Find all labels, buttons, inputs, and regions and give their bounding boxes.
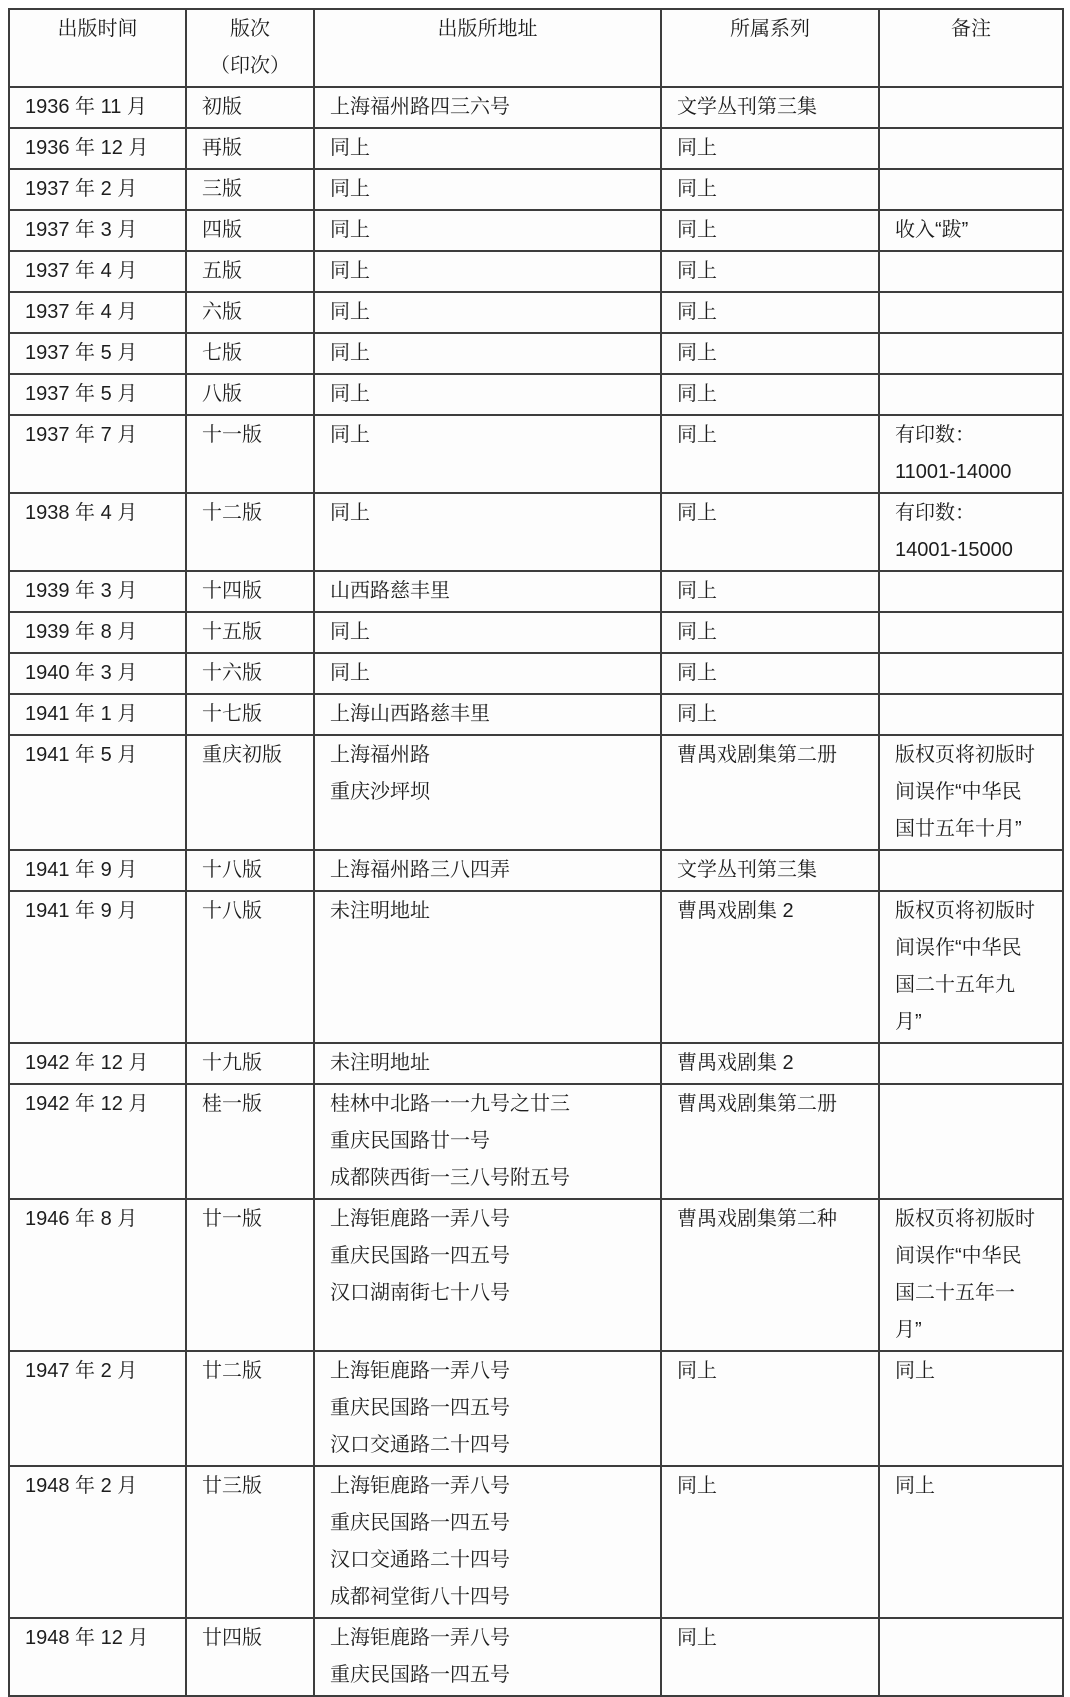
cell-line: 同上 bbox=[330, 137, 370, 159]
cell-series bbox=[661, 735, 879, 850]
cell-line: 桂林中北路一一九号之廿三 bbox=[330, 1093, 570, 1115]
cell-line: 1941 年 9 月 bbox=[25, 900, 138, 922]
cell-line: 三版 bbox=[202, 178, 242, 200]
column-header-edition bbox=[186, 9, 314, 87]
cell-address bbox=[314, 493, 661, 571]
cell-line: 重庆民国路廿一号 bbox=[330, 1130, 490, 1152]
cell-line: 十一版 bbox=[202, 424, 262, 446]
cell-line: 重庆初版 bbox=[202, 744, 282, 766]
cell-line: 1937 年 2 月 bbox=[25, 178, 138, 200]
cell-line: 1941 年 5 月 bbox=[25, 744, 138, 766]
cell-notes bbox=[879, 292, 1063, 333]
table-row bbox=[9, 735, 1063, 850]
cell-address bbox=[314, 1618, 661, 1696]
table-row bbox=[9, 1351, 1063, 1466]
cell-line: 桂一版 bbox=[202, 1093, 262, 1115]
cell-line: 国二十五年一 bbox=[895, 1282, 1015, 1304]
cell-line: 上海福州路四三六号 bbox=[330, 96, 510, 118]
cell-address bbox=[314, 87, 661, 128]
cell-time bbox=[9, 653, 186, 694]
column-header-label: 备注 bbox=[951, 18, 991, 40]
cell-line: 十七版 bbox=[202, 703, 262, 725]
cell-address bbox=[314, 1351, 661, 1466]
cell-edition bbox=[186, 251, 314, 292]
cell-line: 廿四版 bbox=[202, 1627, 262, 1649]
cell-notes bbox=[879, 653, 1063, 694]
cell-time bbox=[9, 1351, 186, 1466]
cell-line: 上海福州路 bbox=[330, 744, 430, 766]
cell-notes bbox=[879, 374, 1063, 415]
cell-line: 同上 bbox=[677, 383, 717, 405]
cell-notes bbox=[879, 333, 1063, 374]
cell-edition bbox=[186, 1084, 314, 1199]
cell-line: 同上 bbox=[895, 1360, 935, 1382]
cell-line: 曹禺戏剧集 2 bbox=[677, 900, 794, 922]
cell-line: 间误作“中华民 bbox=[895, 937, 1022, 959]
cell-line: 同上 bbox=[677, 502, 717, 524]
cell-line: 同上 bbox=[330, 502, 370, 524]
column-header-address bbox=[314, 9, 661, 87]
cell-line: 同上 bbox=[677, 219, 717, 241]
cell-edition bbox=[186, 169, 314, 210]
table-row bbox=[9, 1466, 1063, 1618]
cell-time bbox=[9, 694, 186, 735]
cell-line: 1941 年 1 月 bbox=[25, 703, 138, 725]
column-header-time bbox=[9, 9, 186, 87]
cell-edition bbox=[186, 612, 314, 653]
cell-notes bbox=[879, 694, 1063, 735]
cell-edition bbox=[186, 210, 314, 251]
header-row bbox=[9, 9, 1063, 87]
cell-time bbox=[9, 1084, 186, 1199]
cell-line: 未注明地址 bbox=[330, 900, 430, 922]
cell-series bbox=[661, 571, 879, 612]
cell-series bbox=[661, 653, 879, 694]
cell-line: 同上 bbox=[677, 137, 717, 159]
cell-line: 十二版 bbox=[202, 502, 262, 524]
cell-line: 1939 年 3 月 bbox=[25, 580, 138, 602]
cell-series bbox=[661, 415, 879, 493]
table-row bbox=[9, 292, 1063, 333]
table-row bbox=[9, 87, 1063, 128]
cell-time bbox=[9, 87, 186, 128]
table-row bbox=[9, 415, 1063, 493]
cell-line: 同上 bbox=[895, 1475, 935, 1497]
cell-line: 廿三版 bbox=[202, 1475, 262, 1497]
cell-time bbox=[9, 333, 186, 374]
cell-series bbox=[661, 1084, 879, 1199]
cell-line: 月” bbox=[895, 1011, 922, 1033]
cell-series bbox=[661, 87, 879, 128]
cell-line: 1947 年 2 月 bbox=[25, 1360, 138, 1382]
cell-line: 版权页将初版时 bbox=[895, 1208, 1035, 1230]
cell-line: 同上 bbox=[677, 424, 717, 446]
cell-line: 十六版 bbox=[202, 662, 262, 684]
cell-line: 1948 年 12 月 bbox=[25, 1627, 149, 1649]
cell-line: 再版 bbox=[202, 137, 242, 159]
table-row bbox=[9, 374, 1063, 415]
column-header-notes bbox=[879, 9, 1063, 87]
cell-address bbox=[314, 292, 661, 333]
cell-line: 11001-14000 bbox=[895, 461, 1012, 483]
cell-line: 同上 bbox=[677, 703, 717, 725]
cell-line: 七版 bbox=[202, 342, 242, 364]
cell-edition bbox=[186, 735, 314, 850]
cell-notes bbox=[879, 1351, 1063, 1466]
cell-address bbox=[314, 251, 661, 292]
cell-line: 十四版 bbox=[202, 580, 262, 602]
cell-line: 同上 bbox=[677, 662, 717, 684]
cell-line: 上海福州路三八四弄 bbox=[330, 859, 510, 881]
column-header-series bbox=[661, 9, 879, 87]
cell-address bbox=[314, 1466, 661, 1618]
cell-line: 上海钜鹿路一弄八号 bbox=[330, 1360, 510, 1382]
table-body bbox=[9, 87, 1063, 1696]
cell-edition bbox=[186, 1199, 314, 1351]
cell-line: 同上 bbox=[677, 260, 717, 282]
cell-series bbox=[661, 891, 879, 1043]
table-row bbox=[9, 1618, 1063, 1696]
cell-notes bbox=[879, 735, 1063, 850]
cell-notes bbox=[879, 1084, 1063, 1199]
cell-line: 同上 bbox=[677, 621, 717, 643]
cell-line: 同上 bbox=[330, 621, 370, 643]
cell-address bbox=[314, 128, 661, 169]
cell-line: 1940 年 3 月 bbox=[25, 662, 138, 684]
cell-line: 十八版 bbox=[202, 900, 262, 922]
cell-line: 月” bbox=[895, 1319, 922, 1341]
cell-line: 1936 年 12 月 bbox=[25, 137, 149, 159]
cell-line: 汉口交通路二十四号 bbox=[330, 1434, 510, 1456]
cell-series bbox=[661, 333, 879, 374]
cell-line: 上海钜鹿路一弄八号 bbox=[330, 1627, 510, 1649]
cell-time bbox=[9, 1199, 186, 1351]
cell-line: 曹禺戏剧集 2 bbox=[677, 1052, 794, 1074]
cell-line: 1937 年 5 月 bbox=[25, 383, 138, 405]
cell-line: 四版 bbox=[202, 219, 242, 241]
cell-line: 重庆民国路一四五号 bbox=[330, 1664, 510, 1686]
cell-line: 文学丛刊第三集 bbox=[677, 96, 817, 118]
cell-line: 重庆民国路一四五号 bbox=[330, 1245, 510, 1267]
cell-line: 有印数： bbox=[895, 424, 975, 446]
table-row bbox=[9, 571, 1063, 612]
cell-line: 同上 bbox=[330, 219, 370, 241]
cell-edition bbox=[186, 493, 314, 571]
column-header-label: 出版时间 bbox=[57, 18, 138, 40]
cell-edition bbox=[186, 891, 314, 1043]
cell-line: 有印数： bbox=[895, 502, 975, 524]
cell-edition bbox=[186, 694, 314, 735]
cell-series bbox=[661, 128, 879, 169]
cell-address bbox=[314, 1043, 661, 1084]
cell-notes bbox=[879, 210, 1063, 251]
table-row bbox=[9, 1084, 1063, 1199]
cell-series bbox=[661, 1043, 879, 1084]
cell-address bbox=[314, 210, 661, 251]
cell-edition bbox=[186, 1351, 314, 1466]
cell-address bbox=[314, 653, 661, 694]
cell-line: 1941 年 9 月 bbox=[25, 859, 138, 881]
cell-line: 山西路慈丰里 bbox=[330, 580, 450, 602]
cell-time bbox=[9, 1618, 186, 1696]
cell-notes bbox=[879, 850, 1063, 891]
table-row bbox=[9, 653, 1063, 694]
cell-series bbox=[661, 210, 879, 251]
cell-time bbox=[9, 415, 186, 493]
cell-address bbox=[314, 612, 661, 653]
cell-notes bbox=[879, 415, 1063, 493]
cell-edition bbox=[186, 1466, 314, 1618]
cell-line: 曹禺戏剧集第二册 bbox=[677, 744, 837, 766]
cell-time bbox=[9, 493, 186, 571]
cell-address bbox=[314, 571, 661, 612]
cell-edition bbox=[186, 1618, 314, 1696]
cell-line: 重庆沙坪坝 bbox=[330, 781, 430, 803]
cell-series bbox=[661, 169, 879, 210]
cell-line: 同上 bbox=[677, 1627, 717, 1649]
publication-history-table bbox=[8, 8, 1064, 1697]
cell-line: 汉口交通路二十四号 bbox=[330, 1549, 510, 1571]
cell-series bbox=[661, 493, 879, 571]
cell-line: 未注明地址 bbox=[330, 1052, 430, 1074]
cell-line: 重庆民国路一四五号 bbox=[330, 1512, 510, 1534]
cell-line: 1942 年 12 月 bbox=[25, 1052, 149, 1074]
cell-line: 同上 bbox=[330, 178, 370, 200]
cell-edition bbox=[186, 128, 314, 169]
cell-series bbox=[661, 694, 879, 735]
cell-line: 1937 年 3 月 bbox=[25, 219, 138, 241]
cell-line: 十八版 bbox=[202, 859, 262, 881]
cell-time bbox=[9, 571, 186, 612]
cell-time bbox=[9, 735, 186, 850]
cell-line: 间误作“中华民 bbox=[895, 781, 1022, 803]
table-row bbox=[9, 612, 1063, 653]
cell-notes bbox=[879, 1199, 1063, 1351]
table-row bbox=[9, 493, 1063, 571]
cell-edition bbox=[186, 415, 314, 493]
cell-line: 1946 年 8 月 bbox=[25, 1208, 138, 1230]
cell-edition bbox=[186, 571, 314, 612]
cell-line: 重庆民国路一四五号 bbox=[330, 1397, 510, 1419]
cell-edition bbox=[186, 653, 314, 694]
cell-series bbox=[661, 1199, 879, 1351]
cell-line: 1939 年 8 月 bbox=[25, 621, 138, 643]
column-header-label: （印次） bbox=[210, 55, 290, 77]
cell-series bbox=[661, 292, 879, 333]
cell-line: 廿二版 bbox=[202, 1360, 262, 1382]
cell-line: 1938 年 4 月 bbox=[25, 502, 138, 524]
cell-line: 同上 bbox=[677, 342, 717, 364]
cell-edition bbox=[186, 333, 314, 374]
cell-time bbox=[9, 850, 186, 891]
cell-edition bbox=[186, 374, 314, 415]
cell-edition bbox=[186, 1043, 314, 1084]
cell-line: 14001-15000 bbox=[895, 539, 1013, 561]
cell-series bbox=[661, 850, 879, 891]
cell-line: 同上 bbox=[677, 580, 717, 602]
cell-edition bbox=[186, 87, 314, 128]
cell-series bbox=[661, 1351, 879, 1466]
cell-notes bbox=[879, 1618, 1063, 1696]
cell-line: 间误作“中华民 bbox=[895, 1245, 1022, 1267]
cell-line: 1937 年 4 月 bbox=[25, 301, 138, 323]
cell-series bbox=[661, 1466, 879, 1618]
cell-line: 八版 bbox=[202, 383, 242, 405]
cell-line: 上海钜鹿路一弄八号 bbox=[330, 1208, 510, 1230]
cell-line: 曹禺戏剧集第二种 bbox=[677, 1208, 837, 1230]
cell-series bbox=[661, 251, 879, 292]
cell-line: 同上 bbox=[330, 424, 370, 446]
table-row bbox=[9, 210, 1063, 251]
table-row bbox=[9, 333, 1063, 374]
column-header-label: 出版所地址 bbox=[437, 18, 538, 40]
cell-notes bbox=[879, 1466, 1063, 1618]
cell-line: 同上 bbox=[677, 1360, 717, 1382]
cell-line: 同上 bbox=[330, 383, 370, 405]
cell-line: 同上 bbox=[677, 178, 717, 200]
cell-line: 汉口湖南街七十八号 bbox=[330, 1282, 510, 1304]
cell-line: 国二十五年九 bbox=[895, 974, 1015, 996]
cell-time bbox=[9, 374, 186, 415]
cell-time bbox=[9, 251, 186, 292]
cell-line: 1936 年 11 月 bbox=[25, 96, 147, 118]
cell-line: 1937 年 4 月 bbox=[25, 260, 138, 282]
cell-time bbox=[9, 1043, 186, 1084]
cell-notes bbox=[879, 169, 1063, 210]
table-row bbox=[9, 694, 1063, 735]
cell-notes bbox=[879, 571, 1063, 612]
cell-line: 同上 bbox=[677, 1475, 717, 1497]
cell-time bbox=[9, 169, 186, 210]
cell-line: 同上 bbox=[330, 342, 370, 364]
cell-line: 五版 bbox=[202, 260, 242, 282]
cell-address bbox=[314, 891, 661, 1043]
cell-time bbox=[9, 128, 186, 169]
cell-line: 成都陕西街一三八号附五号 bbox=[330, 1167, 570, 1189]
cell-address bbox=[314, 1084, 661, 1199]
cell-edition bbox=[186, 850, 314, 891]
cell-address bbox=[314, 374, 661, 415]
cell-line: 1948 年 2 月 bbox=[25, 1475, 138, 1497]
cell-time bbox=[9, 612, 186, 653]
cell-line: 十五版 bbox=[202, 621, 262, 643]
cell-address bbox=[314, 694, 661, 735]
cell-notes bbox=[879, 891, 1063, 1043]
table-row bbox=[9, 251, 1063, 292]
cell-line: 上海山西路慈丰里 bbox=[330, 703, 490, 725]
cell-line: 同上 bbox=[677, 301, 717, 323]
cell-series bbox=[661, 1618, 879, 1696]
cell-line: 十九版 bbox=[202, 1052, 262, 1074]
table-row bbox=[9, 128, 1063, 169]
cell-address bbox=[314, 850, 661, 891]
cell-time bbox=[9, 292, 186, 333]
column-header-label: 所属系列 bbox=[730, 18, 810, 40]
table-header bbox=[9, 9, 1063, 87]
cell-line: 版权页将初版时 bbox=[895, 900, 1035, 922]
cell-line: 成都祠堂街八十四号 bbox=[330, 1586, 510, 1608]
cell-series bbox=[661, 374, 879, 415]
cell-address bbox=[314, 735, 661, 850]
cell-line: 1942 年 12 月 bbox=[25, 1093, 149, 1115]
cell-address bbox=[314, 415, 661, 493]
cell-line: 国廿五年十月” bbox=[895, 818, 1022, 840]
table-row bbox=[9, 891, 1063, 1043]
cell-notes bbox=[879, 493, 1063, 571]
cell-line: 上海钜鹿路一弄八号 bbox=[330, 1475, 510, 1497]
cell-line: 同上 bbox=[330, 260, 370, 282]
cell-line: 廿一版 bbox=[202, 1208, 262, 1230]
cell-line: 曹禺戏剧集第二册 bbox=[677, 1093, 837, 1115]
cell-address bbox=[314, 169, 661, 210]
cell-notes bbox=[879, 612, 1063, 653]
column-header-label: 版次 bbox=[230, 18, 270, 40]
cell-edition bbox=[186, 292, 314, 333]
table-row bbox=[9, 850, 1063, 891]
cell-notes bbox=[879, 1043, 1063, 1084]
cell-line: 文学丛刊第三集 bbox=[677, 859, 817, 881]
cell-address bbox=[314, 333, 661, 374]
cell-line: 同上 bbox=[330, 662, 370, 684]
cell-line: 1937 年 7 月 bbox=[25, 424, 138, 446]
cell-notes bbox=[879, 251, 1063, 292]
cell-line: 版权页将初版时 bbox=[895, 744, 1035, 766]
cell-time bbox=[9, 210, 186, 251]
cell-time bbox=[9, 1466, 186, 1618]
cell-line: 1937 年 5 月 bbox=[25, 342, 138, 364]
cell-line: 初版 bbox=[202, 96, 242, 118]
cell-line: 同上 bbox=[330, 301, 370, 323]
cell-notes bbox=[879, 128, 1063, 169]
table-row bbox=[9, 1199, 1063, 1351]
cell-time bbox=[9, 891, 186, 1043]
cell-line: 收入“跋” bbox=[895, 219, 969, 241]
cell-series bbox=[661, 612, 879, 653]
cell-line: 六版 bbox=[202, 301, 242, 323]
cell-notes bbox=[879, 87, 1063, 128]
table-row bbox=[9, 1043, 1063, 1084]
table-row bbox=[9, 169, 1063, 210]
cell-address bbox=[314, 1199, 661, 1351]
